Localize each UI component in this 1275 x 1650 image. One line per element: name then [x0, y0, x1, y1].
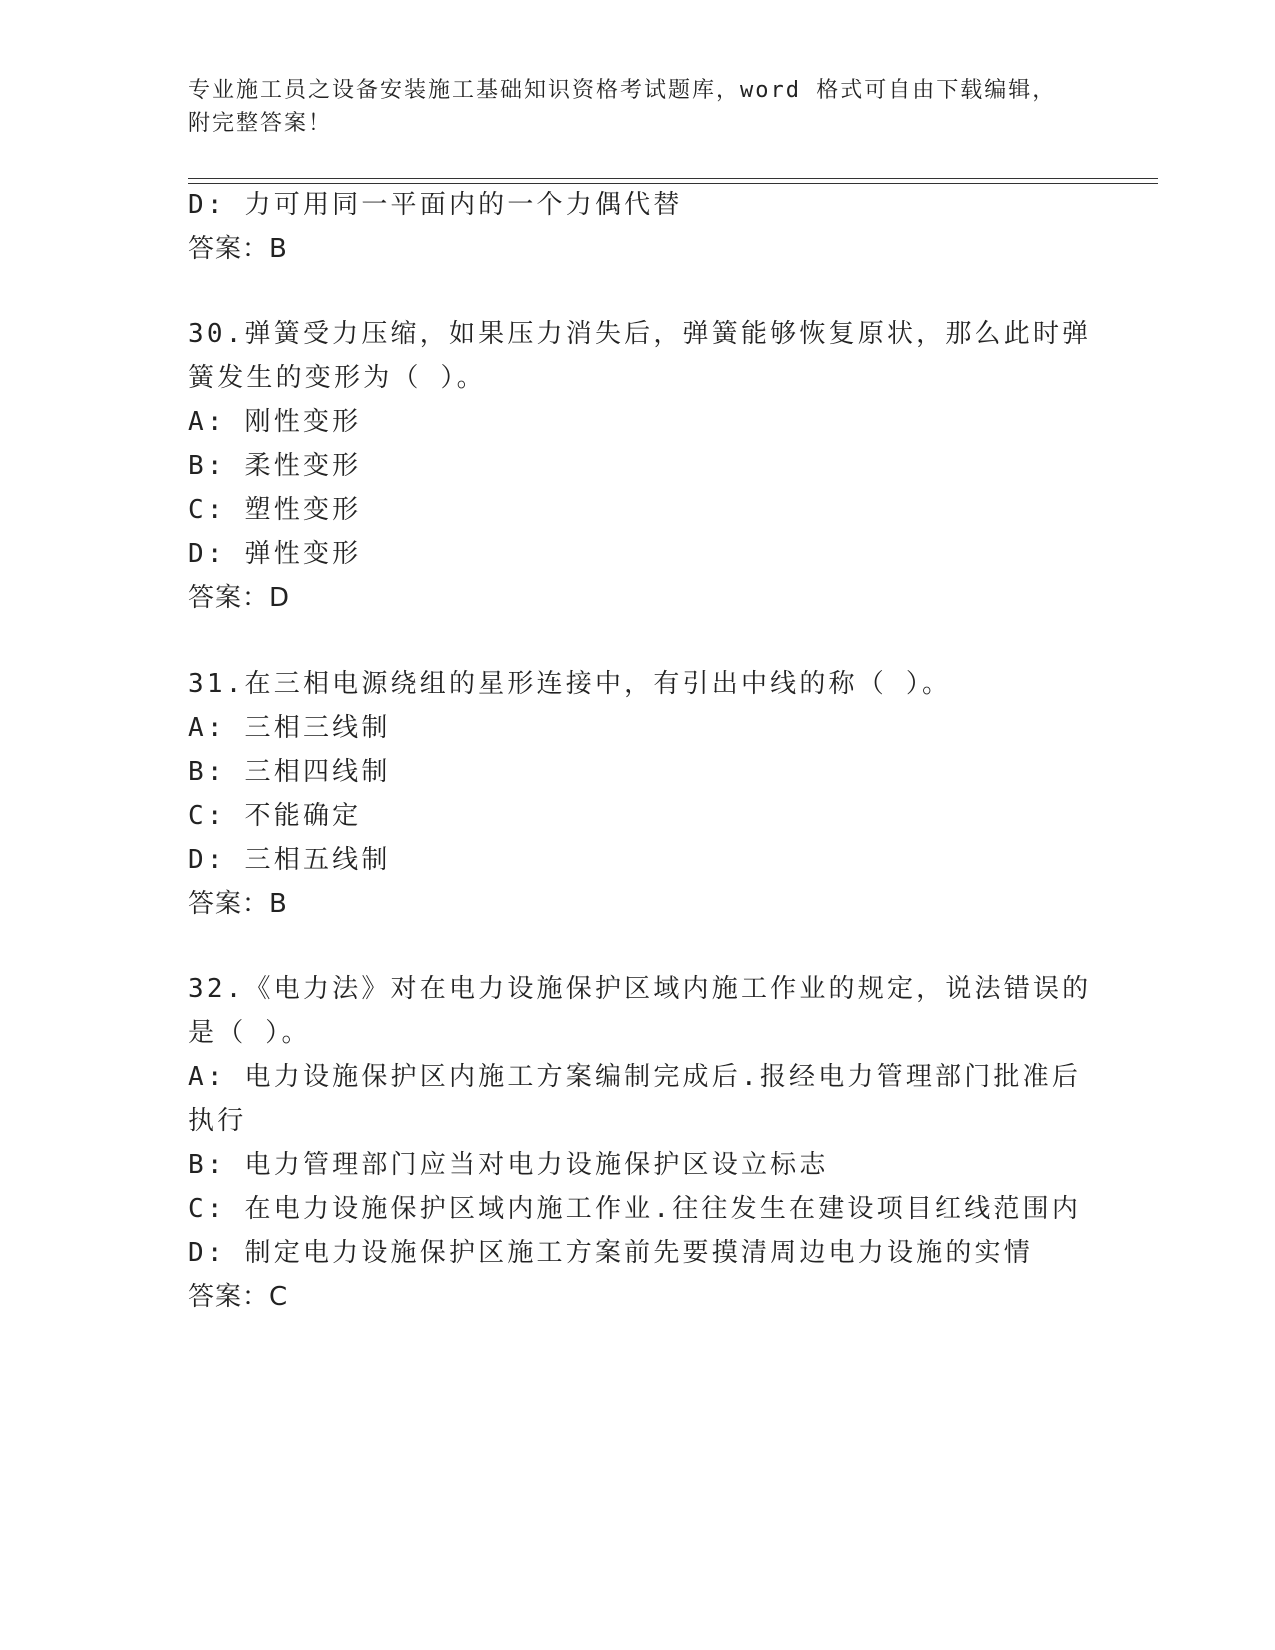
q32-option-a-line-2: 执行: [188, 1106, 247, 1136]
q31-answer: 答案：B: [188, 889, 288, 919]
q32-stem-line-2: 是（ ）。: [188, 1018, 311, 1048]
q31-option-a: A: 三相三线制: [188, 713, 391, 743]
prev-option-d: D: 力可用同一平面内的一个力偶代替: [188, 190, 683, 220]
prev-answer: 答案：B: [188, 234, 288, 264]
q32-option-c: C: 在电力设施保护区域内施工作业.往往发生在建设项目红线范围内: [188, 1194, 1082, 1224]
header-line-2: 附完整答案！: [188, 111, 333, 136]
header-line-1: 专业施工员之设备安装施工基础知识资格考试题库，word 格式可自由下载编辑，: [188, 78, 1057, 103]
q32-option-b: B: 电力管理部门应当对电力设施保护区设立标志: [188, 1150, 829, 1180]
q32-stem-line-1: 32.《电力法》对在电力设施保护区域内施工作业的规定，说法错误的: [188, 974, 1092, 1004]
q31-option-b: B: 三相四线制: [188, 757, 391, 787]
q30-answer: 答案：D: [188, 583, 291, 613]
q31-option-d: D: 三相五线制: [188, 845, 391, 875]
q30-option-a: A: 刚性变形: [188, 407, 362, 437]
header-divider-bottom: [188, 183, 1158, 184]
q31-option-c: C: 不能确定: [188, 801, 362, 831]
q30-stem-line-1: 30.弹簧受力压缩，如果压力消失后，弹簧能够恢复原状，那么此时弹: [188, 319, 1092, 349]
q32-option-a-line-1: A: 电力设施保护区内施工方案编制完成后.报经电力管理部门批准后: [188, 1062, 1082, 1092]
q30-stem-line-2: 簧发生的变形为（ ）。: [188, 363, 486, 393]
q31-stem-line-1: 31.在三相电源绕组的星形连接中，有引出中线的称（ ）。: [188, 669, 952, 699]
q32-option-d: D: 制定电力设施保护区施工方案前先要摸清周边电力设施的实情: [188, 1238, 1033, 1268]
document-header: [188, 74, 1078, 140]
q30-option-b: B: 柔性变形: [188, 451, 362, 481]
header-divider-top: [188, 178, 1158, 179]
q32-answer: 答案：C: [188, 1282, 289, 1312]
q30-option-c: C: 塑性变形: [188, 495, 362, 525]
q30-option-d: D: 弹性变形: [188, 539, 362, 569]
